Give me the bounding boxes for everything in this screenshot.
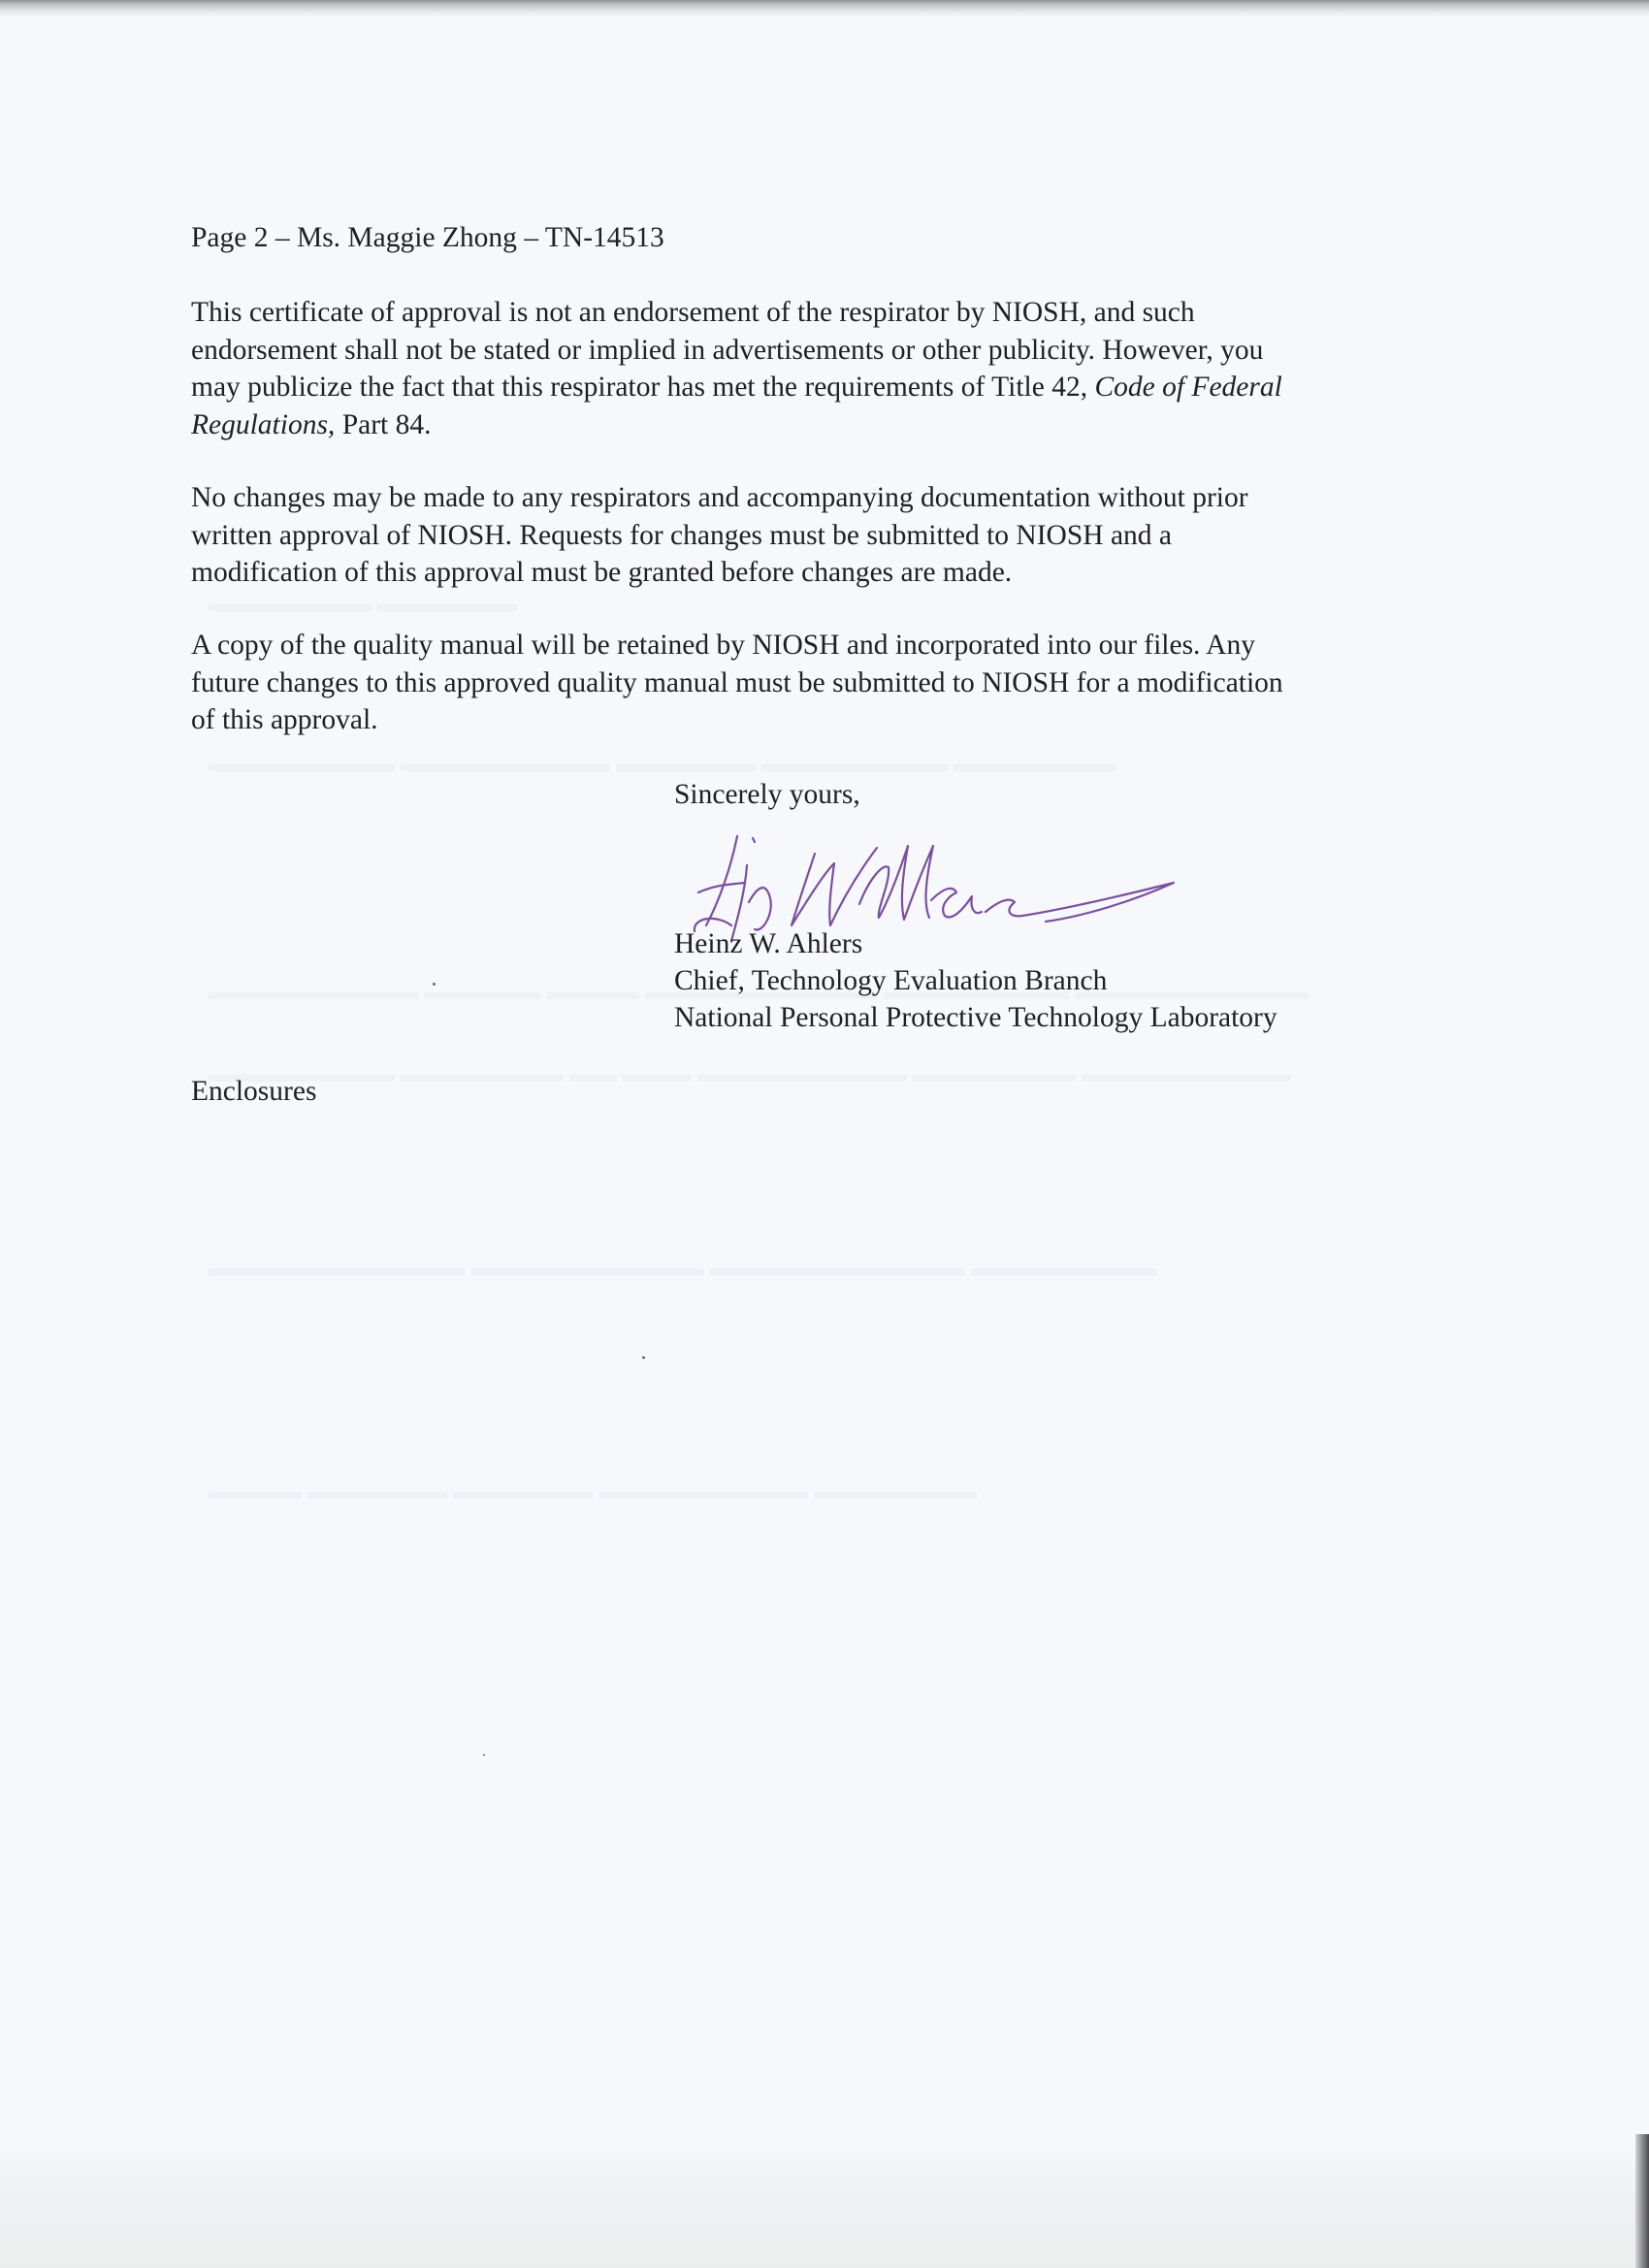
changes-paragraph <box>191 479 1248 592</box>
scan-top-edge <box>0 0 1649 17</box>
quality-manual-paragraph <box>191 627 1283 739</box>
paragraph-line <box>191 369 1282 406</box>
cfr-citation: Code of Federal <box>1094 372 1282 403</box>
paragraph-line: written approval of NIOSH. Requests for changes must be submitted to NIOSH and a <box>191 519 1173 551</box>
page-header: Page 2 – Ms. Maggie Zhong – TN-14513 <box>191 222 664 253</box>
paragraph-line: future changes to this approved quality manual must be submitted to NIOSH for a modification <box>191 666 1283 698</box>
paragraph-text: Part 84. <box>335 408 432 440</box>
paragraph-line: endorsement shall not be stated or implied in advertisements or other publicity. However, you <box>191 334 1264 366</box>
signatory-title: Chief, Technology Evaluation Branch <box>674 965 1108 996</box>
paragraph-line: This certificate of approval is not an endorsement of the respirator by NIOSH, and such <box>191 297 1195 328</box>
scan-right-edge <box>1635 2134 1649 2268</box>
closing-salutation: Sincerely yours, <box>674 779 860 810</box>
show-through-bleed <box>209 1062 1291 1088</box>
paragraph-line: modification of this approval must be granted before changes are made. <box>191 557 1013 588</box>
scan-bottom-band <box>0 2146 1649 2268</box>
paragraph-text: may publicize the fact that this respirator has met the requirements of Title 42, <box>191 372 1095 403</box>
show-through-bleed <box>209 752 1116 778</box>
signatory-name: Heinz W. Ahlers <box>674 928 863 959</box>
signatory-lab: National Personal Protective Technology Laboratory <box>674 1002 1277 1033</box>
cfr-citation: Regulations, <box>191 408 336 440</box>
paragraph-line: No changes may be made to any respirators and accompanying documentation without prior <box>191 482 1248 513</box>
paragraph-line: A copy of the quality manual will be retained by NIOSH and incorporated into our files. Any <box>191 630 1255 661</box>
endorsement-paragraph <box>191 294 1282 443</box>
show-through-bleed <box>209 592 517 618</box>
scan-speck <box>433 983 436 986</box>
show-through-bleed <box>209 1256 1157 1282</box>
scan-speck <box>483 1754 485 1756</box>
paragraph-line <box>191 406 1282 444</box>
paragraph-line: of this approval. <box>191 704 378 735</box>
show-through-bleed <box>209 1479 977 1506</box>
enclosures-label: Enclosures <box>191 1076 317 1107</box>
scan-speck <box>642 1356 645 1359</box>
